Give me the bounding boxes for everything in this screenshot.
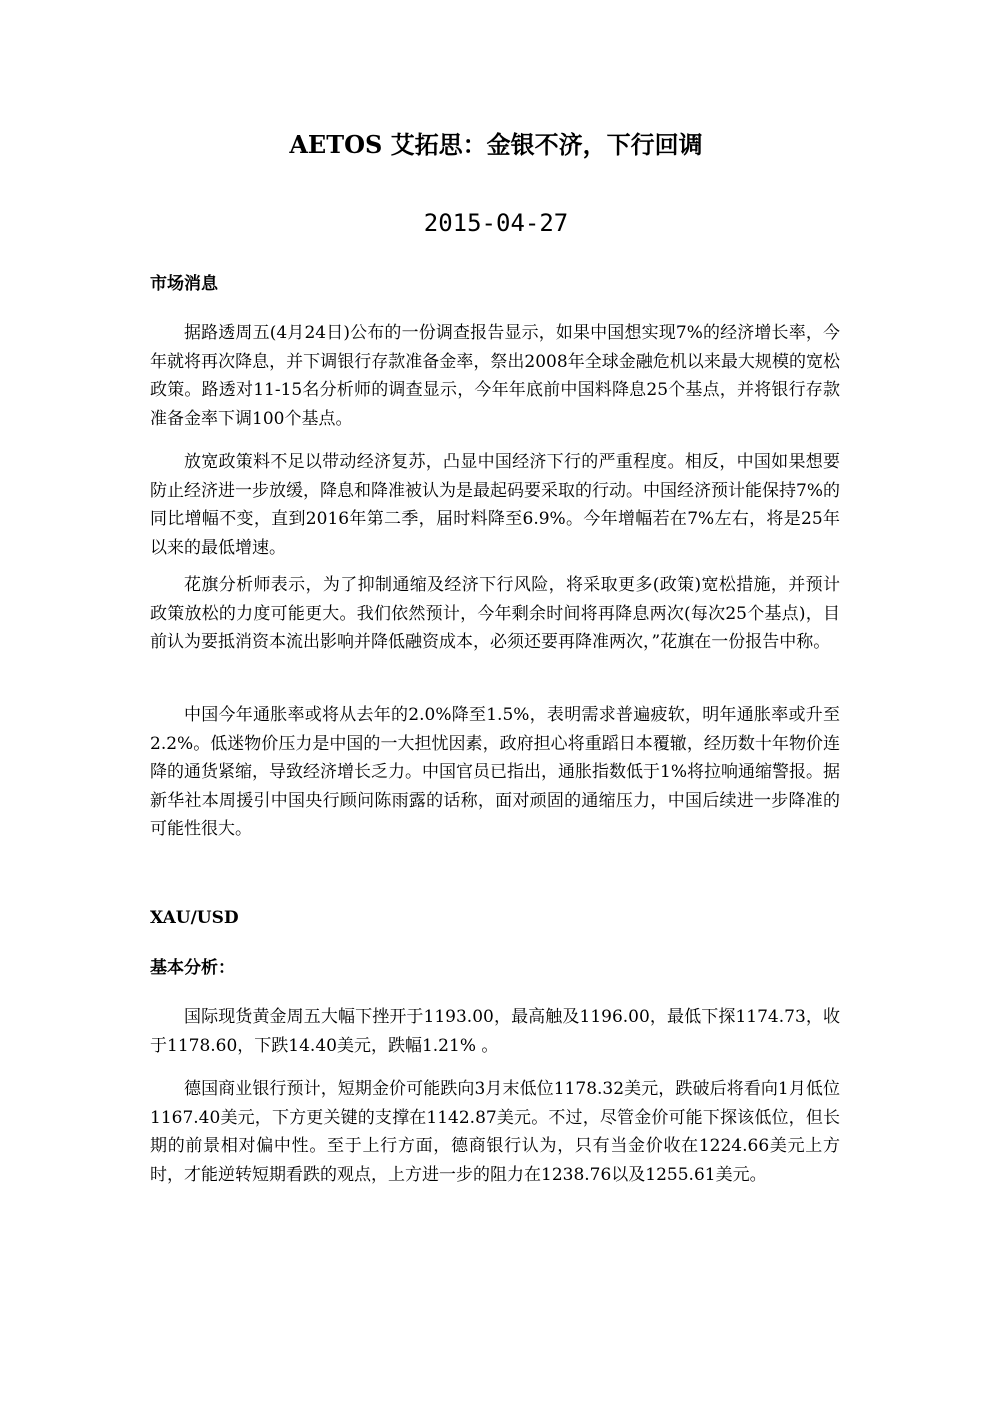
market-news-paragraph-2: 放宽政策料不足以带动经济复苏，凸显中国经济下行的严重程度。相反，中国如果想要防止经济进一步放缓，降息和降准被认为是最起码要采取的行动。中国经济预计能保持7%的同比增幅不变，直到2016年第二季，届时料降至6.9%。今年增幅若在7%左右，将是25年以来的最低增速。	[150, 452, 840, 558]
section-heading-market-news: 市场消息	[150, 274, 218, 294]
market-news-paragraph-4: 中国今年通胀率或将从去年的2.0%降至1.5%，表明需求普遍疲软，明年通胀率或升至2.2%。低迷物价压力是中国的一大担忧因素，政府担心将重蹈日本覆辙，经历数十年物价连降的通货紧缩，导致经济增长乏力。中国官员已指出，通胀指数低于1%将拉响通缩警报。据新华社本周援引中国央行顾问陈雨露的话称，面对顽固的通缩压力，中国后续进一步降准的可能性很大。	[150, 705, 840, 839]
section-heading-fundamental-analysis: 基本分析：	[150, 958, 235, 978]
document-date: 2015-04-27	[423, 209, 569, 237]
market-news-paragraph-3: 花旗分析师表示，为了抑制通缩及经济下行风险，将采取更多(政策)宽松措施，并预计政策放松的力度可能更大。我们依然预计，今年剩余时间将再降息两次(每次25个基点)，目前认为要抵消资本流出影响并降低融资成本，必须还要再降准两次，”花旗在一份报告中称。	[150, 575, 840, 652]
section-heading-xau-usd: XAU/USD	[150, 908, 239, 928]
market-news-paragraph-1: 据路透周五(4月24日)公布的一份调查报告显示，如果中国想实现7%的经济增长率，今年就将再次降息，并下调银行存款准备金率，祭出2008年全球金融危机以来最大规模的宽松政策。路透对11-15名分析师的调查显示，今年年底前中国料降息25个基点，并将银行存款准备金率下调100个基点。	[150, 323, 840, 429]
fundamental-paragraph-2: 德国商业银行预计，短期金价可能跌向3月末低位1178.32美元，跌破后将看向1月低位1167.40美元，下方更关键的支撑在1142.87美元。不过，尽管金价可能下探该低位，但长期的前景相对偏中性。至于上行方面，德商银行认为，只有当金价收在1224.66美元上方时，才能逆转短期看跌的观点，上方进一步的阻力在1238.76以及1255.61美元。	[150, 1079, 840, 1185]
fundamental-paragraph-1: 国际现货黄金周五大幅下挫开于1193.00，最高触及1196.00，最低下探1174.73，收于1178.60，下跌14.40美元，跌幅1.21% 。	[150, 1007, 840, 1056]
document-title: AETOS 艾拓思：金银不济，下行回调	[289, 130, 703, 159]
